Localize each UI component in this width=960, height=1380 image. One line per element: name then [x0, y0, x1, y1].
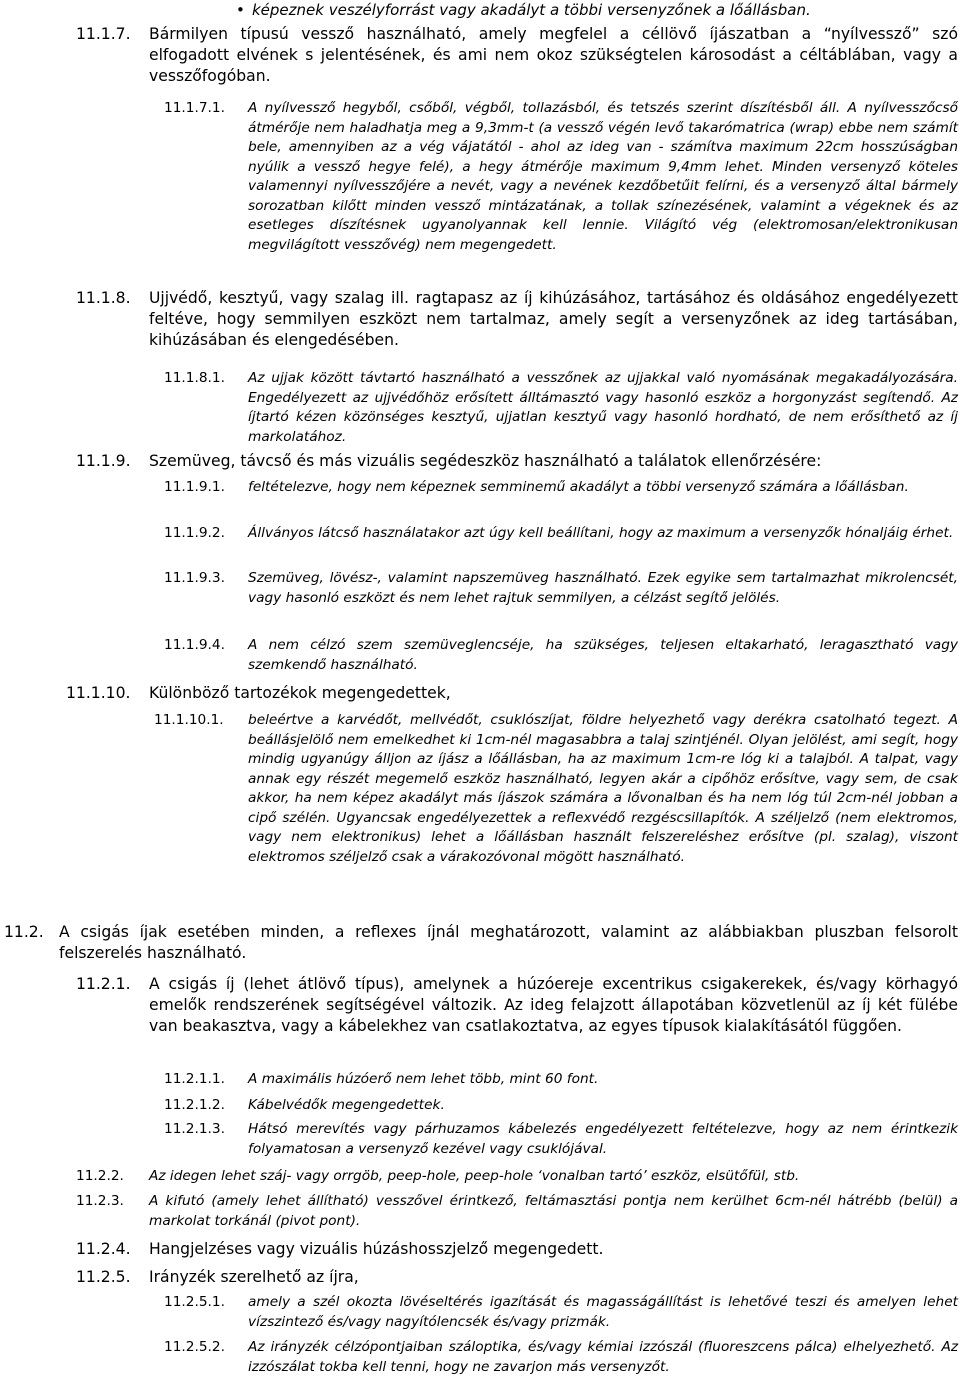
rule-11-1-9-4 — [164, 636, 958, 675]
rule-number: 11.1.7. — [76, 25, 131, 43]
rule-text: A nem célzó szem szemüveglencséje, ha szükséges, teljesen eltakarható, leragasztható vagy szemkendő használható. — [248, 637, 958, 673]
rule-text: Szemüveg, távcső és más vizuális segédeszköz használható a találatok ellenőrzésére: — [149, 452, 822, 470]
rule-text: Hátsó merevítés vagy párhuzamos kábelezés engedélyezett feltételezve, hogy az nem érintkezik folyamatosan a versenyző kezével vagy csuklójával. — [248, 1121, 958, 1157]
rule-text: A maximális húzóerő nem lehet több, mint 60 font. — [248, 1071, 599, 1087]
rule-11-2-3 — [76, 1192, 958, 1231]
rule-text: Az idegen lehet száj- vagy orrgöb, peep-hole, peep-hole ‘vonalban tartó’ eszköz, elsütőfül, stb. — [149, 1168, 800, 1184]
rule-number: 11.2.1.3. — [164, 1121, 225, 1137]
rule-text: Különböző tartozékok megengedettek, — [149, 684, 451, 702]
rule-number: 11.1.9.1. — [164, 479, 225, 495]
rule-text: amely a szél okozta lövéseltérés igazítását és magasságállítást is lehetővé teszi és amelyen lehet vízszintező és/vagy nagyítólencsék és/vagy prizmák. — [248, 1294, 958, 1330]
rule-number: 11.2.5.1. — [164, 1294, 225, 1310]
rule-text: Irányzék szerelhető az íjra, — [149, 1268, 359, 1286]
rule-11-1-9-3 — [164, 569, 958, 608]
bullet-item — [236, 0, 811, 20]
rule-11-2-2 — [76, 1167, 958, 1187]
bullet-icon: • — [236, 1, 245, 19]
rule-text: Szemüveg, lövész-, valamint napszemüveg használható. Ezek egyike sem tartalmazhat mikrolencsét, vagy hasonló eszközt és nem lehet rajtuk semmilyen, a célzást segítő jelölés. — [248, 570, 958, 606]
rule-11-2-1-3 — [164, 1120, 958, 1159]
rule-number: 11.1.8. — [76, 289, 131, 307]
rule-number: 11.2.3. — [76, 1193, 124, 1209]
rule-11-1-10 — [66, 683, 958, 704]
rule-11-2-5-2 — [164, 1338, 958, 1377]
bullet-text: képeznek veszélyforrást vagy akadályt a többi versenyzőnek a lőállásban. — [252, 1, 811, 19]
rule-text: Bármilyen típusú vessző használható, amely megfelel a céllövő íjászatban a “nyílvessző” szó elfogadott elvének s jelentésének, és ami nem okoz szükségtelen károsodást a céltáblában, vagy a vesszőfogóban. — [149, 25, 958, 85]
rule-number: 11.2.5. — [76, 1268, 131, 1286]
rule-11-2-5 — [76, 1267, 958, 1288]
rule-11-1-9-2 — [164, 524, 958, 544]
rule-text: A csigás íjak esetében minden, a reflexes íjnál meghatározott, valamint az alábbiakban pluszban felsorolt felszerelés használható. — [59, 923, 958, 962]
rule-text: A nyílvessző hegyből, csőből, végből, tollazásból, és tetszés szerint díszítésből áll. A nyílvesszőcső átmérője nem haladhatja meg a 9,3mm-t (a vessző végén levő takarómatrica (wrap) ebbe nem számít bele, amennyiben az a vég vájatától - ahol az ideg van - számítva maximum 22cm hosszúságban nyúlik a vessző hegye felé), a hegy átmérője maximum 9,4mm lehet. Minden versenyző köteles valamennyi nyílvesszőjére a nevét, vagy a nevének kezdőbetűit felírni, és a versenyző által bármely sorozatban kilőtt minden vessző mintázatának, a tollak színezésének, valamint a végeknek és az esetleges díszítésnek ugyanolyannak kell lennie. Világító vég (elektromosan/elektronikusan megvilágított vesszővég) nem megengedett. — [248, 100, 958, 253]
rule-text: Ujjvédő, kesztyű, vagy szalag ill. ragtapasz az íj kihúzásához, tartásához és oldásához engedélyezett feltéve, hogy semmilyen eszközt nem tartalmaz, amely segít a versenyzőnek az ideg tartásában, kihúzásában és elengedésében. — [149, 289, 958, 349]
rule-11-1-7 — [76, 24, 958, 87]
rule-text: Az irányzék célzópontjaiban száloptika, és/vagy kémiai izzószál (fluoreszcens pálca) elhelyezhető. Az izzószálat tokba kell tenni, hogy ne zavarjon más versenyzőt. — [248, 1339, 958, 1375]
rule-11-2-5-1 — [164, 1293, 958, 1332]
rule-11-1-9-1 — [164, 478, 958, 498]
rule-11-1-8-1-content — [164, 369, 958, 447]
rule-number: 11.1.9.3. — [164, 570, 225, 586]
rule-11-2-4 — [76, 1239, 958, 1260]
rule-number: 11.1.9. — [76, 452, 131, 470]
rule-11-2-1-2 — [164, 1096, 958, 1116]
rule-number: 11.2.5.2. — [164, 1339, 225, 1355]
rule-11-1-10-1 — [154, 711, 958, 867]
rule-11-1-8 — [76, 288, 958, 351]
rule-number: 11.1.9.2. — [164, 525, 225, 541]
rule-text: feltételezve, hogy nem képeznek semminemű akadályt a többi versenyző számára a lőállásban. — [248, 479, 909, 495]
rule-text: Az ujjak között távtartó használható a vesszőnek az ujjakkal való nyomásának megakadályozására. Engedélyezett az ujjvédőhöz erősített álltámasztó vagy hasonló eszköz a horgonyzást segítendő. Az íjtartó kézen közönséges kesztyű, ujjatlan kesztyű vagy hasonló hordható, de nem erősíthető az íj markolatához. — [248, 370, 958, 445]
rule-text: Kábelvédők megengedettek. — [248, 1097, 445, 1113]
rule-text: Hangjelzéses vagy vizuális húzáshosszjelző megengedett. — [149, 1240, 604, 1258]
rule-text: beleértve a karvédőt, mellvédőt, csuklószíjat, földre helyezhető vagy derékra csatolható tegezt. A beállásjelölő nem emelkedhet ki 1cm-nél magasabbra a talaj szintjénél. Olyan jelölést, ami segít, hogy mindig ugyanúgy álljon az íjász a lőállásban, ha az maximum 1cm-re lóg ki a talajból. A talpat, vagy annak egy részét megemelő eszköz használható, legyen akár a cipőhöz erősítve, vagy sem, de csak akkor, ha nem képez akadályt más íjászok számára a lővonalban és ha nem lóg túl 2cm-nél jobban a cipő szélén. Ugyancsak engedélyezettek a reflexvédő rezgéscsillapítók. A széljelző (nem elektromos, vagy nem elektronikus) lehet a lőállásban használt felszereléshez erősítve (pl. szalag), viszont elektromos széljelző csak a várakozóvonal mögött használható. — [248, 712, 958, 865]
rule-number: 11.2. — [4, 923, 44, 941]
rule-text: Állványos látcső használatakor azt úgy kell beállítani, hogy az maximum a versenyzők hónaljáig érhet. — [248, 525, 954, 541]
rule-number: 11.1.9.4. — [164, 637, 225, 653]
rule-number: 11.2.1. — [76, 975, 131, 993]
rule-number: 11.1.7.1. — [164, 100, 225, 116]
rule-number: 11.1.8.1. — [164, 370, 225, 386]
rule-11-2-1 — [76, 974, 958, 1037]
rule-number: 11.2.1.1. — [164, 1071, 225, 1087]
rule-11-1-9 — [76, 451, 958, 472]
rule-11-2-1-1 — [164, 1070, 958, 1090]
rule-text: A csigás íj (lehet átlövő típus), amelynek a húzóereje excentrikus csigakerekek, és/vagy körhagyó emelők rendszerének segítségével változik. Az ideg felajzott állapotában közvetlenül az íj két fülébe van beakasztva, vagy a kábelekhez van csatlakoztatva, az egyes típusok kialakításától függően. — [149, 975, 958, 1035]
rule-text: A kifutó (amely lehet állítható) vesszővel érintkező, feltámasztási pontja nem kerülhet 6cm-nél hátrébb (belül) a markolat torkánál (pivot pont). — [149, 1193, 958, 1229]
rule-11-1-7-1 — [164, 99, 958, 255]
rule-number: 11.2.1.2. — [164, 1097, 225, 1113]
rule-number: 11.2.2. — [76, 1168, 124, 1184]
rule-number: 11.2.4. — [76, 1240, 131, 1258]
rule-number: 11.1.10. — [66, 684, 131, 702]
rule-11-2 — [4, 922, 958, 964]
rule-number: 11.1.10.1. — [154, 712, 224, 728]
